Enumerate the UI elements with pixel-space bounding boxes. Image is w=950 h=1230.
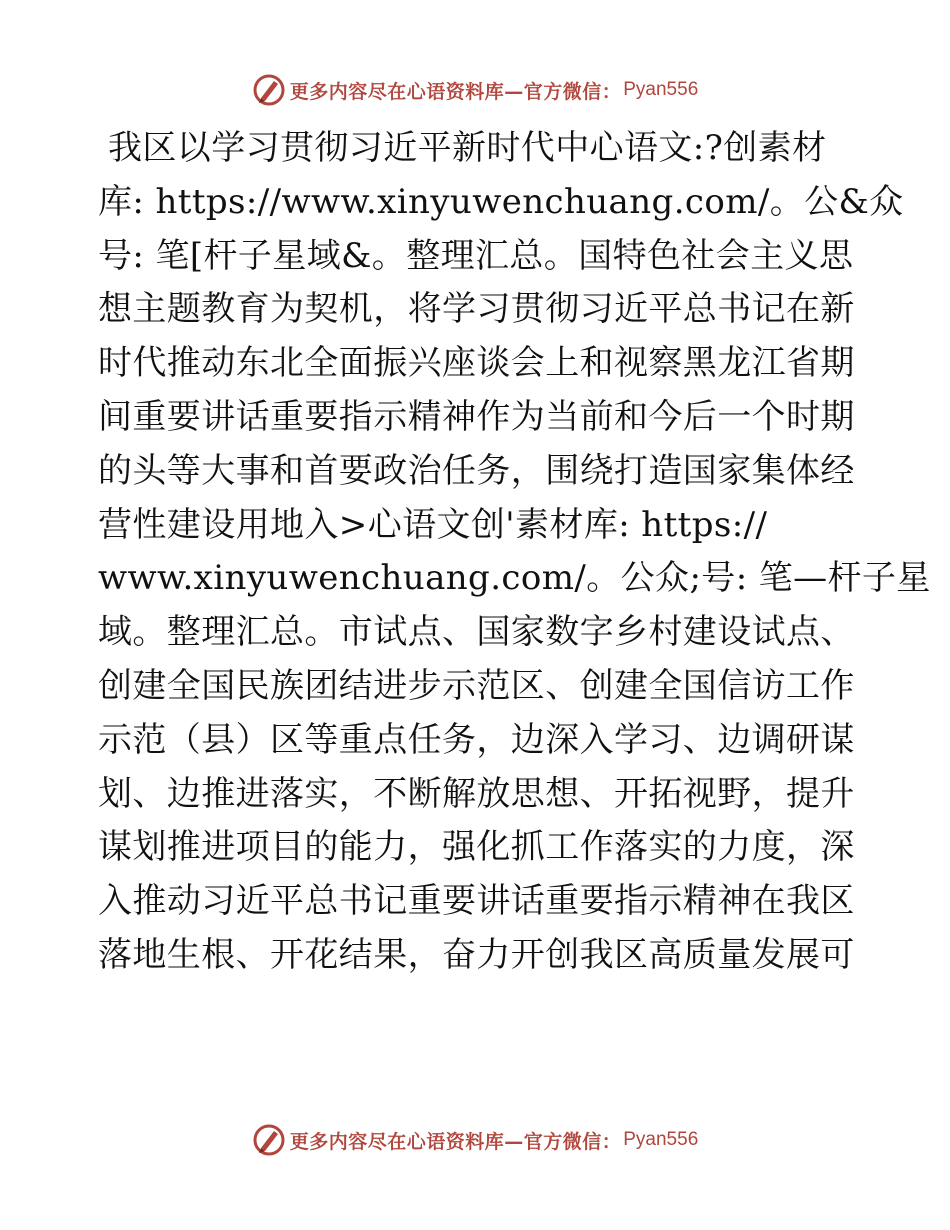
body-line: 想主题教育为契机，将学习贯彻习近平总书记在新 xyxy=(98,289,855,330)
body-line: 时代推动东北全面振兴座谈会上和视察黑龙江省期 xyxy=(98,343,855,384)
footer-banner xyxy=(0,1122,950,1158)
body-line: 域。整理汇总。市试点、国家数字乡村建设试点、 xyxy=(98,612,855,653)
body-line: 库: https://www.xinyuwenchuang.com/。公&众 xyxy=(98,181,904,222)
header-banner xyxy=(0,72,950,108)
footer-banner-text: 更多内容尽在心语资料库—官方微信： xyxy=(289,1130,622,1153)
body-line: 落地生根、开花结果，奋力开创我区高质量发展可 xyxy=(98,934,855,975)
body-line: 间重要讲话重要指示精神作为当前和今后一个时期 xyxy=(98,396,855,437)
body-line: 的头等大事和首要政治任务，围绕打造国家集体经 xyxy=(98,450,855,491)
footer-wechat-id: Pyan556 xyxy=(623,1129,699,1150)
body-line: www.xinyuwenchuang.com/。公众;号: 笔—杆子星 xyxy=(98,558,931,599)
header-wechat-id: Pyan556 xyxy=(623,79,699,100)
body-line: 我区以学习贯彻习近平新时代中心语文:?创素材 xyxy=(108,128,827,168)
header-banner-text: 更多内容尽在心语资料库—官方微信： xyxy=(289,80,622,103)
body-line: 谋划推进项目的能力，强化抓工作落实的力度，深 xyxy=(98,827,855,868)
document-body xyxy=(98,122,931,983)
body-line: 营性建设用地入>心语文创'素材库: https:// xyxy=(98,504,768,545)
body-line: 示范（县）区等重点任务，边深入学习、边调研谋 xyxy=(98,719,855,760)
body-line: 划、边推进落实，不断解放思想、开拓视野，提升 xyxy=(98,773,855,814)
body-line: 创建全国民族团结进步示范区、创建全国信访工作 xyxy=(98,665,855,706)
body-line: 号: 笔[杆子星域&。整理汇总。国特色社会主义思 xyxy=(98,235,854,276)
pen-logo-icon xyxy=(252,73,286,107)
pen-logo-icon xyxy=(252,1123,286,1157)
body-line: 入推动习近平总书记重要讲话重要指示精神在我区 xyxy=(98,881,855,922)
